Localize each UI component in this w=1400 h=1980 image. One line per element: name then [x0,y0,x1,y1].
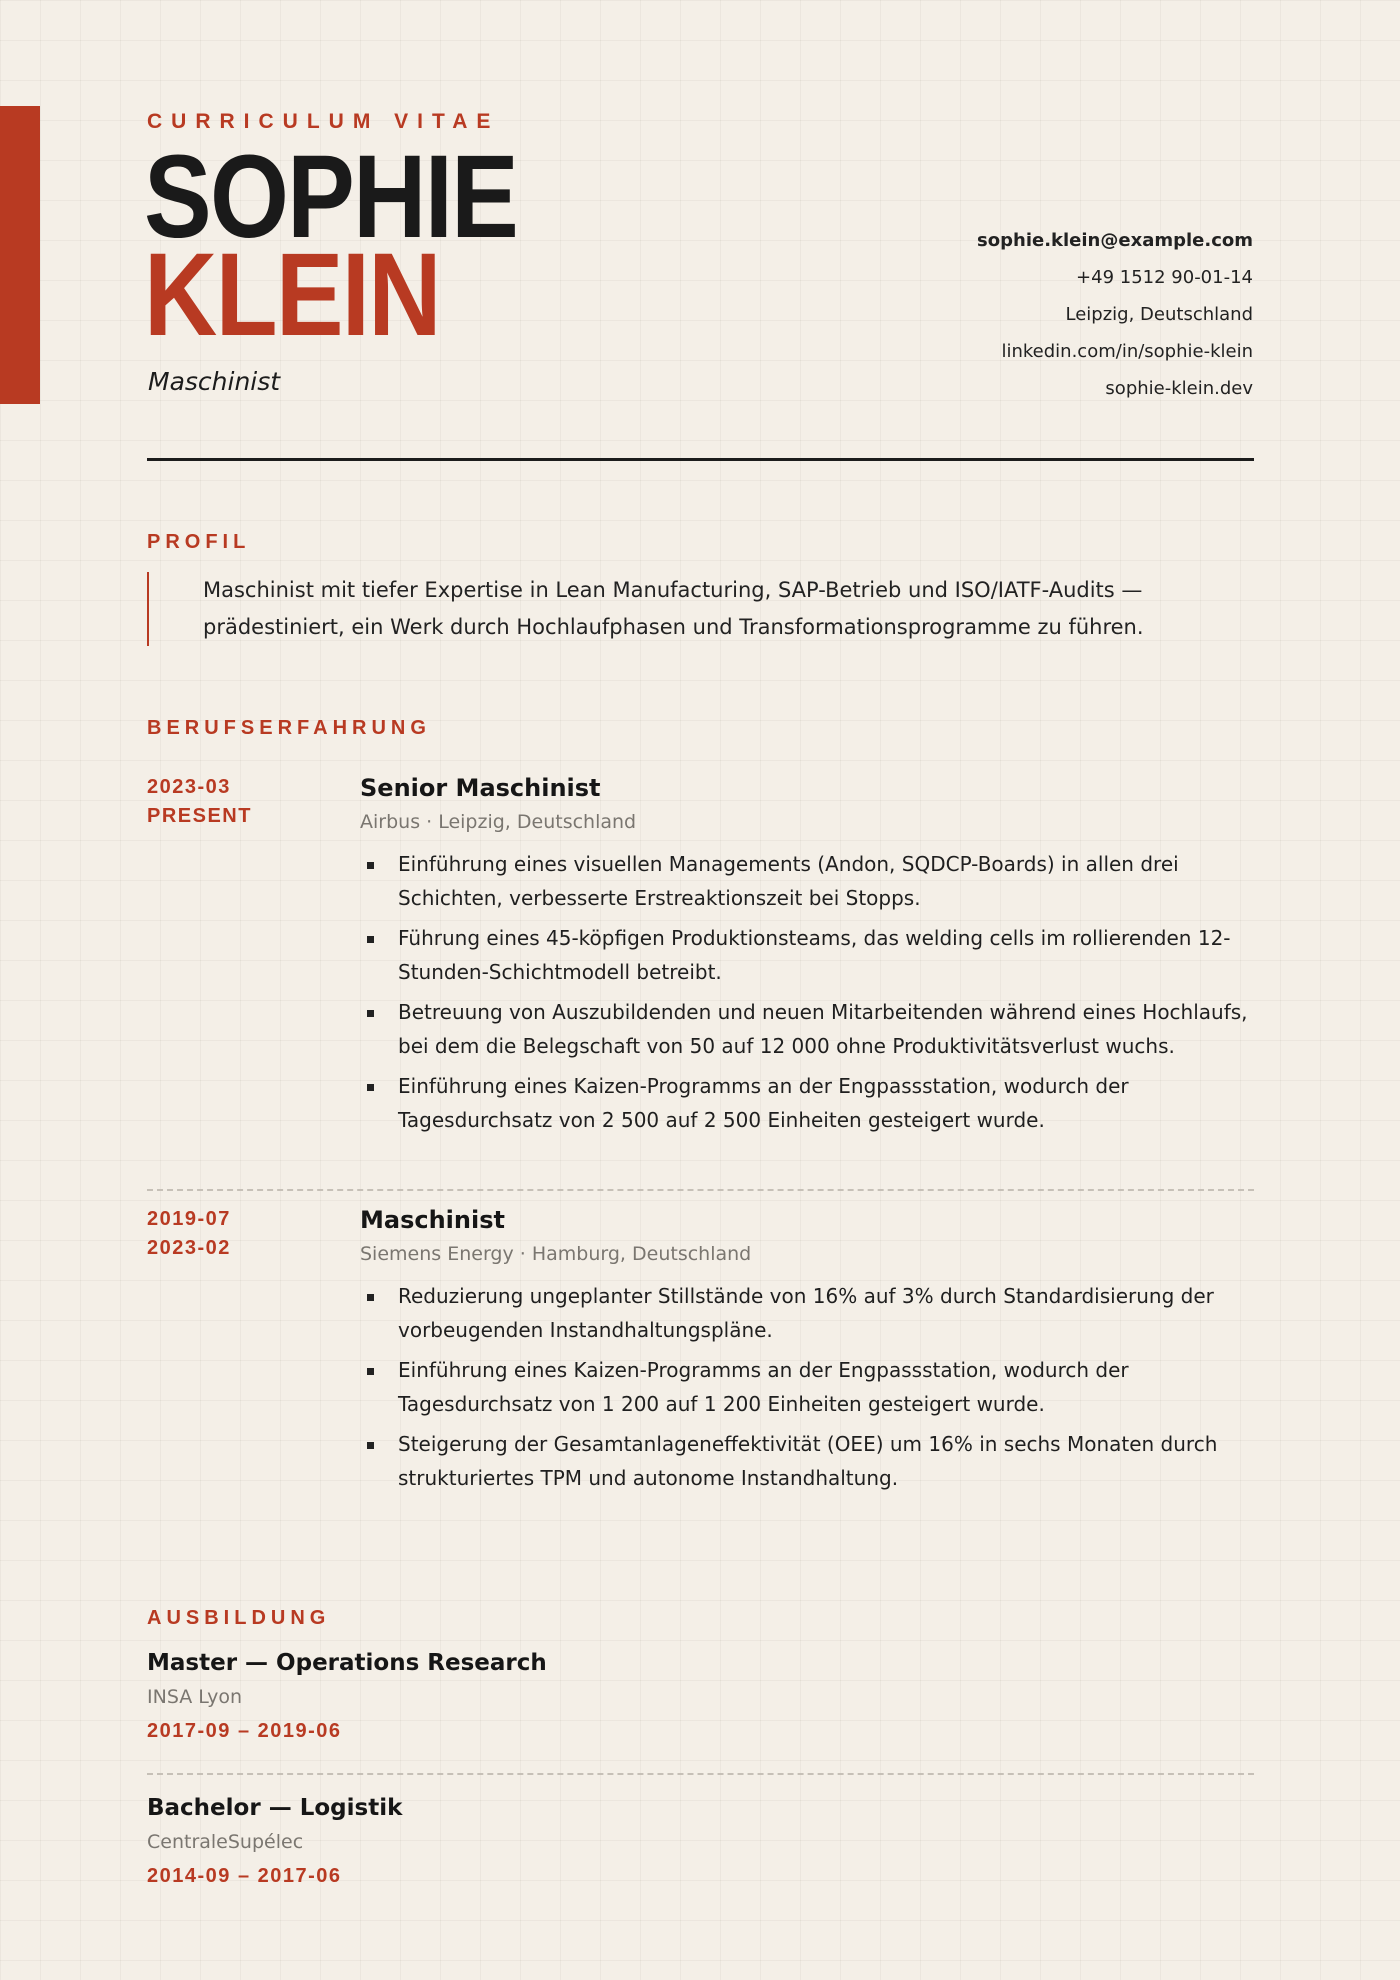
job-bullet: Reduzierung ungeplanter Stillstände von 16% auf 3% durch Standardisierung der vorbeugenden Instandhaltungspläne. [360,1279,1254,1347]
job-bullet: Führung eines 45-köpfigen Produktionsteams, das welding cells im rollierenden 12-Stunden-Schichtmodell betreibt. [360,921,1254,989]
job-start-date: 2019-07 [147,1208,231,1230]
education-entry [147,1650,547,1743]
document-eyebrow: CURRICULUM VITAE [147,110,500,133]
education-period: 2014-09 – 2017-06 [147,1865,342,1887]
job-role: Maschinist [148,367,281,396]
education-degree: Master — Operations Research [147,1650,547,1676]
education-entry [147,1795,402,1888]
job-bullet: Steigerung der Gesamtanlageneffektivität (OEE) um 16% in sechs Monaten durch strukturiertes TPM und autonome Instandhaltung. [360,1427,1254,1495]
job-title: Senior Maschinist [360,774,601,802]
candidate-name [144,131,578,361]
job-company: Airbus · Leipzig, Deutschland [360,811,637,833]
contact-location: Leipzig, Deutschland [1065,304,1253,325]
job-separator [147,1189,1254,1191]
job-bullet: Einführung eines Kaizen-Programms an der Engpassstation, wodurch der Tagesdurchsatz von 1 200 auf 1 200 Einheiten gesteigert wurde. [360,1353,1254,1421]
last-name: KLEIN [144,229,440,361]
header-divider [147,458,1254,461]
job-dates [147,773,337,831]
contact-block [977,222,1253,407]
contact-email[interactable]: sophie.klein@example.com [977,230,1253,251]
job-bullet: Betreuung von Auszubildenden und neuen Mitarbeitenden während eines Hochlaufs, bei dem die Belegschaft von 50 auf 12 000 ohne Produktivitätsverlust wuchs. [360,995,1254,1063]
job-entry [147,773,1254,1143]
section-title-education: AUSBILDUNG [147,1607,331,1629]
job-end-date: 2023-02 [147,1237,231,1259]
education-period: 2017-09 – 2019-06 [147,1720,342,1742]
contact-phone: +49 1512 90-01-14 [1076,267,1253,288]
job-company: Siemens Energy · Hamburg, Deutschland [360,1243,752,1265]
job-bullet: Einführung eines Kaizen-Programms an der Engpassstation, wodurch der Tagesdurchsatz von 2 500 auf 2 500 Einheiten gesteigert wurde. [360,1069,1254,1137]
section-title-experience: BERUFSERFAHRUNG [147,717,431,739]
contact-website[interactable]: sophie-klein.dev [1105,378,1253,399]
job-dates [147,1205,337,1263]
job-title: Maschinist [360,1206,505,1234]
section-title-profile: PROFIL [147,531,251,553]
education-school: INSA Lyon [147,1686,243,1708]
job-end-date: PRESENT [147,805,252,827]
job-bullet: Einführung eines visuellen Managements (Andon, SQDCP-Boards) in allen drei Schichten, verbesserte Erstreaktionszeit bei Stopps. [360,847,1254,915]
profile-text: Maschinist mit tiefer Expertise in Lean Manufacturing, SAP-Betrieb und ISO/IATF-Audits — prädestiniert, ein Werk durch Hochlaufphasen und Transformationsprogramme zu führen. [147,572,1283,646]
accent-bar [0,106,40,404]
education-separator [147,1773,1254,1775]
first-name: SOPHIE [144,131,518,263]
job-start-date: 2023-03 [147,776,231,798]
education-degree: Bachelor — Logistik [147,1795,403,1821]
job-entry [147,1205,1254,1501]
job-bullets [360,1279,1254,1495]
contact-linkedin[interactable]: linkedin.com/in/sophie-klein [1001,341,1253,362]
education-school: CentraleSupélec [147,1831,304,1853]
job-bullets [360,847,1254,1137]
